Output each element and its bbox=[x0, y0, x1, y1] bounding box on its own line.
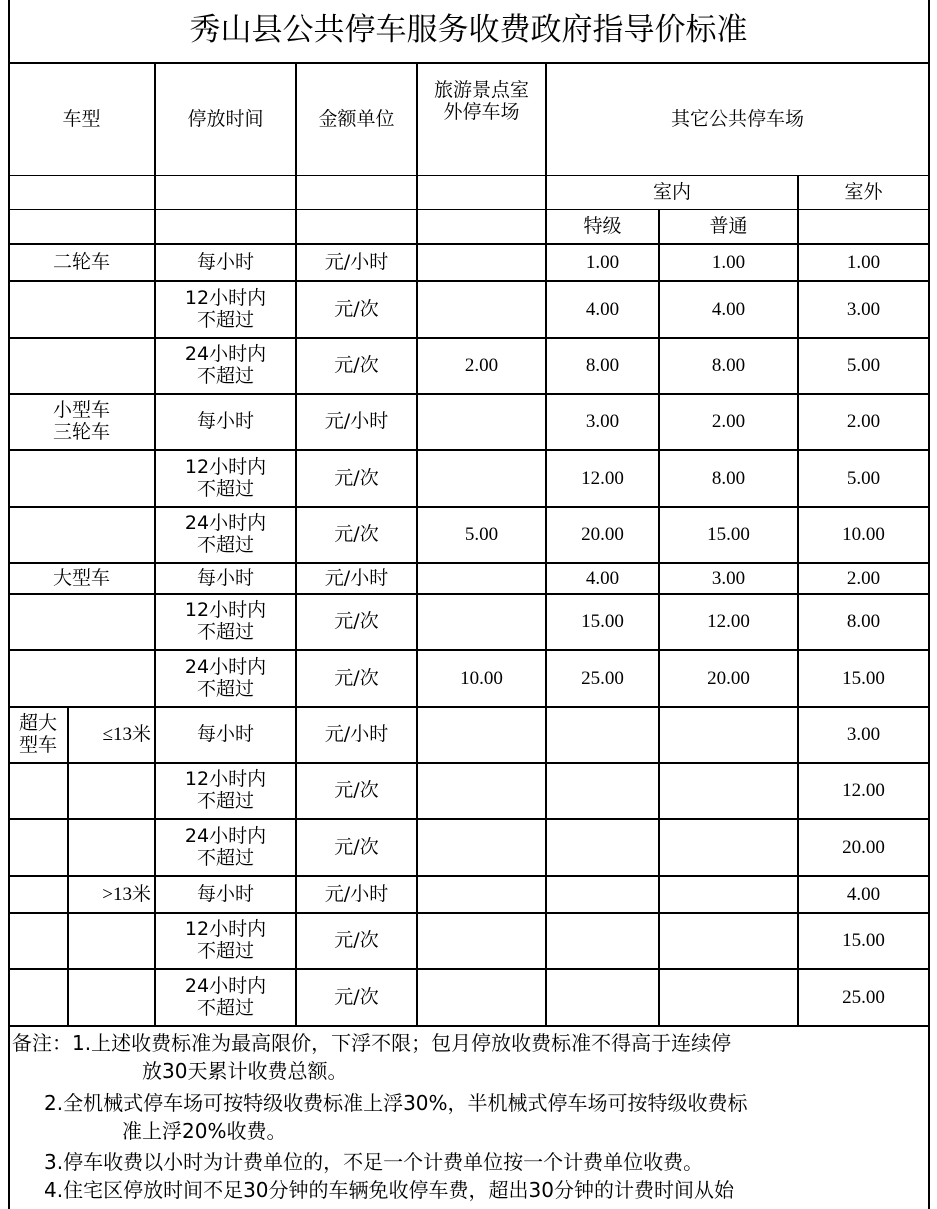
outdoor-price-cell: 8.00 bbox=[846, 611, 881, 633]
header-scenic-outdoor-lot bbox=[417, 64, 546, 140]
unit-cell: 元/次 bbox=[334, 297, 379, 320]
standard-price-cell: 3.00 bbox=[711, 567, 746, 589]
scenic-price-cell: 2.00 bbox=[464, 355, 499, 377]
standard-price-cell: 2.00 bbox=[711, 411, 746, 433]
outdoor-price-cell: 3.00 bbox=[846, 298, 881, 320]
duration-cell-line-2: 不超过 bbox=[196, 940, 254, 962]
unit-cell: 元/次 bbox=[334, 929, 379, 952]
standard-price-cell: 4.00 bbox=[711, 298, 746, 320]
duration-cell-line-1: 24小时内 bbox=[184, 343, 267, 366]
standard-price-cell: 15.00 bbox=[707, 524, 750, 546]
unit-cell: 元/次 bbox=[334, 666, 379, 689]
outdoor-price-cell: 15.00 bbox=[842, 667, 885, 689]
duration-cell-line-2: 不超过 bbox=[196, 477, 254, 500]
duration-cell-line-1: 24小时内 bbox=[184, 655, 267, 678]
outdoor-price-cell: 12.00 bbox=[842, 780, 885, 802]
note-line-1: 备注：1.上述收费标准为最高限价，下浮不限；包月停放收费标准不得高于连续停 bbox=[12, 1031, 732, 1055]
premium-price-cell: 3.00 bbox=[585, 411, 620, 433]
outdoor-price-cell: 25.00 bbox=[842, 986, 885, 1008]
duration-cell: 每小时 bbox=[196, 250, 254, 273]
premium-price-cell: 15.00 bbox=[581, 611, 624, 633]
duration-cell bbox=[155, 338, 296, 394]
header-standard: 普通 bbox=[709, 214, 748, 237]
duration-cell bbox=[155, 450, 296, 507]
duration-cell-line-2: 不超过 bbox=[196, 996, 254, 1019]
duration-cell-line-2: 不超过 bbox=[196, 365, 254, 387]
page-title: 秀山县公共停车服务收费政府指导价标准 bbox=[189, 12, 748, 49]
frame-left bbox=[8, 0, 10, 1209]
unit-cell: 元/小时 bbox=[324, 882, 389, 905]
unit-cell: 元/小时 bbox=[324, 723, 389, 746]
vehicle-type-label-line-1: 超大 bbox=[18, 712, 57, 735]
row-rule bbox=[8, 818, 929, 820]
vehicle-type-label-line-2: 三轮车 bbox=[52, 421, 110, 443]
length-class-label: >13米 bbox=[102, 883, 151, 905]
grid-col-unit bbox=[295, 64, 297, 1026]
unit-cell: 元/次 bbox=[334, 779, 379, 802]
premium-price-cell: 25.00 bbox=[581, 667, 624, 689]
header-rule-1 bbox=[8, 175, 929, 176]
scenic-price-cell: 5.00 bbox=[464, 524, 499, 546]
duration-cell-line-2: 不超过 bbox=[196, 790, 254, 812]
note-line-3: 2.全机械式停车场可按特级收费标准上浮30%，半机械式停车场可按特级收费标 bbox=[44, 1091, 748, 1115]
header-unit: 金额单位 bbox=[318, 108, 395, 131]
unit-cell: 元/次 bbox=[334, 610, 379, 633]
header-vehicle-type: 车型 bbox=[62, 108, 101, 131]
grid-col-outdoor bbox=[797, 176, 799, 1026]
standard-price-cell: 8.00 bbox=[711, 355, 746, 377]
standard-price-cell: 12.00 bbox=[707, 611, 750, 633]
grid-col-other bbox=[545, 64, 547, 1026]
vehicle-type-label-line-2: 型车 bbox=[18, 734, 57, 756]
vehicle-type-label-line-1: 小型车 bbox=[52, 399, 110, 422]
duration-cell bbox=[155, 763, 296, 819]
standard-price-cell: 8.00 bbox=[711, 467, 746, 489]
outdoor-price-cell: 5.00 bbox=[846, 467, 881, 489]
note-line-2: 放30天累计收费总额。 bbox=[142, 1059, 348, 1083]
unit-cell: 元/次 bbox=[334, 985, 379, 1008]
premium-price-cell: 4.00 bbox=[585, 298, 620, 320]
header-indoor: 室内 bbox=[652, 180, 691, 203]
unit-cell: 元/次 bbox=[334, 354, 379, 377]
duration-cell-line-2: 不超过 bbox=[196, 534, 254, 556]
grid-col-scenic bbox=[416, 64, 418, 1026]
note-line-4: 准上浮20%收费。 bbox=[122, 1119, 287, 1143]
outdoor-price-cell: 2.00 bbox=[846, 411, 881, 433]
header-duration: 停放时间 bbox=[187, 108, 264, 131]
length-class-label: ≤13米 bbox=[102, 724, 151, 746]
outdoor-price-cell: 2.00 bbox=[846, 567, 881, 589]
vehicle-type-label: 大型车 bbox=[52, 566, 110, 589]
scenic-price-cell: 10.00 bbox=[460, 667, 503, 689]
unit-cell: 元/小时 bbox=[324, 250, 389, 273]
unit-cell: 元/次 bbox=[334, 466, 379, 489]
grid-col-length-class bbox=[67, 707, 69, 1026]
note-line-5: 3.停车收费以小时为计费单位的，不足一个计费单位按一个计费单位收费。 bbox=[44, 1150, 704, 1174]
premium-price-cell: 8.00 bbox=[585, 355, 620, 377]
duration-cell bbox=[155, 913, 296, 969]
duration-cell-line-2: 不超过 bbox=[196, 677, 254, 700]
duration-cell bbox=[155, 969, 296, 1026]
duration-cell-line-1: 12小时内 bbox=[184, 768, 267, 791]
duration-cell bbox=[155, 281, 296, 338]
outdoor-price-cell: 15.00 bbox=[842, 930, 885, 952]
duration-cell-line-1: 12小时内 bbox=[184, 286, 267, 309]
vehicle-type-label: 二轮车 bbox=[52, 250, 110, 273]
duration-cell: 每小时 bbox=[196, 882, 254, 905]
duration-cell-line-1: 24小时内 bbox=[184, 512, 267, 535]
outdoor-price-cell: 4.00 bbox=[846, 883, 881, 905]
outdoor-price-cell: 3.00 bbox=[846, 724, 881, 746]
duration-cell-line-1: 24小时内 bbox=[184, 824, 267, 847]
premium-price-cell: 4.00 bbox=[585, 567, 620, 589]
duration-cell-line-1: 12小时内 bbox=[184, 455, 267, 478]
row-rule bbox=[8, 762, 929, 764]
duration-cell-line-2: 不超过 bbox=[196, 308, 254, 331]
duration-cell: 每小时 bbox=[196, 566, 254, 589]
premium-price-cell: 20.00 bbox=[581, 524, 624, 546]
header-rule-2 bbox=[8, 209, 929, 210]
header-scenic-outdoor-lot-line-1: 旅游景点室 bbox=[433, 79, 529, 102]
duration-cell-line-1: 12小时内 bbox=[184, 918, 267, 941]
duration-cell-line-2: 不超过 bbox=[196, 846, 254, 869]
header-outdoor: 室外 bbox=[844, 180, 883, 203]
duration-cell: 每小时 bbox=[196, 410, 254, 433]
unit-cell: 元/小时 bbox=[324, 566, 389, 589]
duration-cell-line-1: 24小时内 bbox=[184, 974, 267, 997]
header-premium: 特级 bbox=[583, 214, 622, 237]
duration-cell-line-2: 不超过 bbox=[196, 621, 254, 643]
duration-cell: 每小时 bbox=[196, 723, 254, 746]
duration-cell bbox=[155, 819, 296, 876]
duration-cell-line-1: 12小时内 bbox=[184, 599, 267, 622]
duration-cell bbox=[155, 507, 296, 563]
unit-cell: 元/次 bbox=[334, 523, 379, 546]
unit-cell: 元/小时 bbox=[324, 410, 389, 433]
unit-cell: 元/次 bbox=[334, 835, 379, 858]
standard-price-cell: 1.00 bbox=[711, 251, 746, 273]
row-rule bbox=[8, 912, 929, 914]
note-line-6: 4.住宅区停放时间不足30分钟的车辆免收停车费，超出30分钟的计费时间从始 bbox=[44, 1178, 734, 1202]
grid-col-duration bbox=[154, 64, 156, 1026]
duration-cell bbox=[155, 650, 296, 707]
row-rule bbox=[8, 1025, 929, 1027]
outdoor-price-cell: 20.00 bbox=[842, 836, 885, 858]
premium-price-cell: 1.00 bbox=[585, 251, 620, 273]
outdoor-price-cell: 5.00 bbox=[846, 355, 881, 377]
outdoor-price-cell: 1.00 bbox=[846, 251, 881, 273]
header-scenic-outdoor-lot-line-2: 外停车场 bbox=[443, 101, 520, 123]
row-rule bbox=[8, 968, 929, 970]
outdoor-price-cell: 10.00 bbox=[842, 524, 885, 546]
standard-price-cell: 20.00 bbox=[707, 667, 750, 689]
vehicle-type-label bbox=[8, 394, 155, 450]
grid-col-standard bbox=[658, 209, 660, 1026]
header-other-public-lots: 其它公共停车场 bbox=[670, 108, 804, 131]
duration-cell bbox=[155, 594, 296, 650]
premium-price-cell: 12.00 bbox=[581, 467, 624, 489]
vehicle-type-label bbox=[8, 707, 68, 763]
